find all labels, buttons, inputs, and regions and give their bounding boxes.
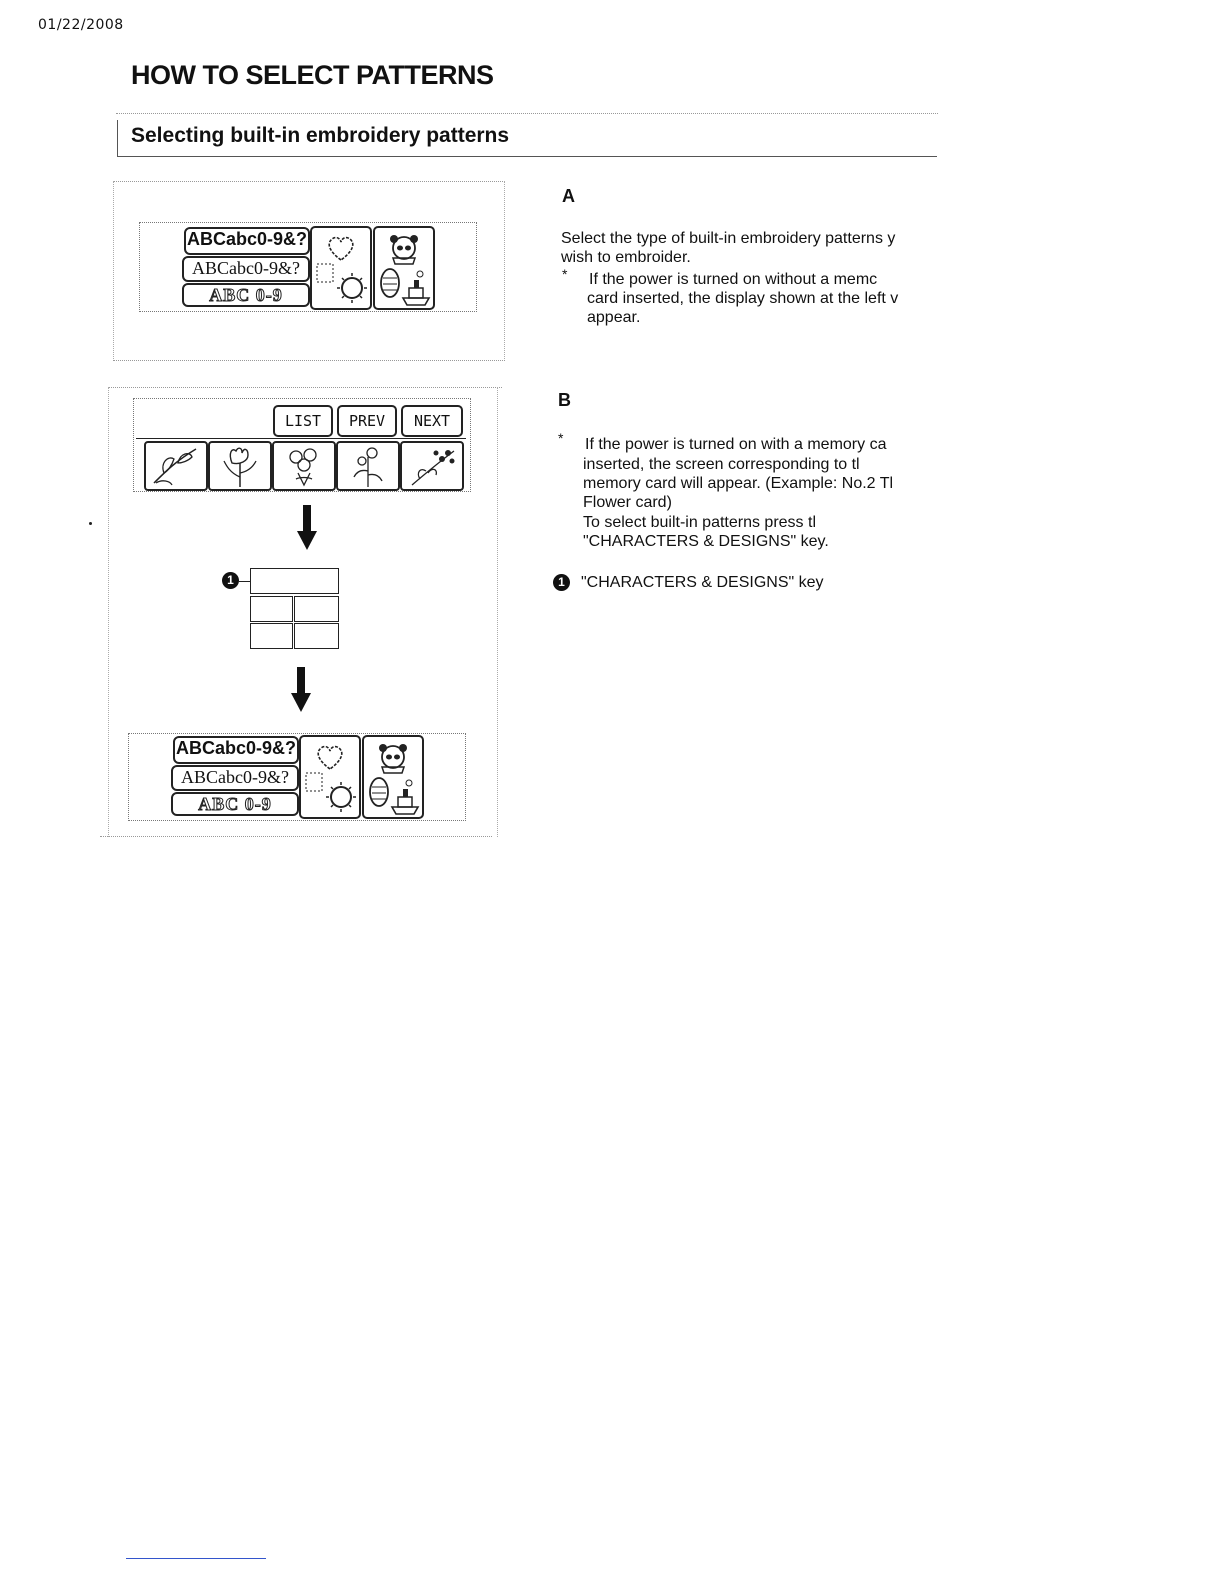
bouquet-icon [274,443,334,489]
character-key-gothic[interactable]: ABCabc0-9&? [184,227,310,255]
figure-b-frame-right [497,387,498,837]
character-key-gothic[interactable]: ABCabc0-9&? [173,736,299,764]
down-arrow-icon [296,505,318,551]
panda-ship-icon [375,228,433,308]
tulip-icon [210,443,270,489]
step-b-line5: To select built-in patterns press tl [583,514,816,531]
list-button[interactable]: LIST [273,405,333,437]
step-b-line2: inserted, the screen corresponding to tl [583,456,860,473]
lcd-screen-a [139,222,477,312]
scan-speck [89,522,92,525]
flower-pattern-key-4[interactable] [336,441,400,491]
heart-sun-icon [301,737,359,817]
step-a-note-line3: appear. [587,309,641,326]
prev-button[interactable]: PREV [337,405,397,437]
step-a-label: A [562,186,575,206]
mode-key-4[interactable] [250,623,293,649]
heart-sun-icon [312,228,370,308]
mode-key-3[interactable] [294,596,339,622]
flower-pattern-key-5[interactable] [400,441,464,491]
figure-a-frame-left [113,181,114,361]
step-b-note-marker: * [558,430,564,446]
title-divider [116,113,938,114]
character-key-outline[interactable]: ABC 0-9 [182,283,310,307]
step-b-label: B [558,390,571,410]
callout-legend-text: "CHARACTERS & DESIGNS" key [581,574,824,591]
frame-pattern-key[interactable] [299,735,361,819]
frame-pattern-key[interactable] [310,226,372,310]
step-a-note-marker: * [562,266,568,282]
figure-a-frame-top [113,181,505,182]
mode-key-2[interactable] [250,596,293,622]
lcd-screen-c [128,733,466,821]
figure-a-frame-bottom [113,360,505,361]
page-date: 01/22/2008 [38,17,124,33]
next-button[interactable]: NEXT [401,405,463,437]
down-arrow-icon [290,667,312,713]
character-key-script[interactable]: ABCabc0-9&? [171,765,299,791]
mode-key-5[interactable] [294,623,339,649]
character-key-script[interactable]: ABCabc0-9&? [182,256,310,282]
panda-ship-icon [364,737,422,817]
step-b-line1: If the power is turned on with a memory ca [585,436,887,453]
figure-b-frame-bottom [100,836,492,837]
flower-pattern-key-3[interactable] [272,441,336,491]
step-a-note-line1: If the power is turned on without a memc [589,271,878,288]
callout-marker-1: 1 [222,572,239,589]
flower-pattern-key-2[interactable] [208,441,272,491]
figure-b-frame-top [108,387,502,388]
section-divider [117,156,937,157]
step-a-line1: Select the type of built-in embroidery patterns y [561,230,896,247]
figure-b-frame-left [108,387,109,837]
step-a-note-line2: card inserted, the display shown at the left v [587,290,899,307]
lily-icon [146,443,206,489]
step-a-line2: wish to embroider. [561,249,691,266]
footer-link-rule [126,1558,266,1559]
step-b-line4: Flower card) [583,494,672,511]
lcd-screen-b [133,398,471,492]
flower-pattern-key-1[interactable] [144,441,208,491]
design-pattern-key[interactable] [362,735,424,819]
figure-a-frame-right [504,181,505,361]
step-b-line3: memory card will appear. (Example: No.2 Tl [583,475,894,492]
character-key-outline[interactable]: ABC 0-9 [171,792,299,816]
daisy-icon [338,443,398,489]
step-b-line6: "CHARACTERS & DESIGNS" key. [583,533,829,550]
characters-designs-key[interactable] [250,568,339,594]
section-title: Selecting built-in embroidery patterns [131,124,510,147]
page-title: HOW TO SELECT PATTERNS [131,60,494,90]
design-pattern-key[interactable] [373,226,435,310]
callout-legend-marker: 1 [553,574,570,591]
wildflower-icon [402,443,462,489]
section-bar [117,120,118,156]
